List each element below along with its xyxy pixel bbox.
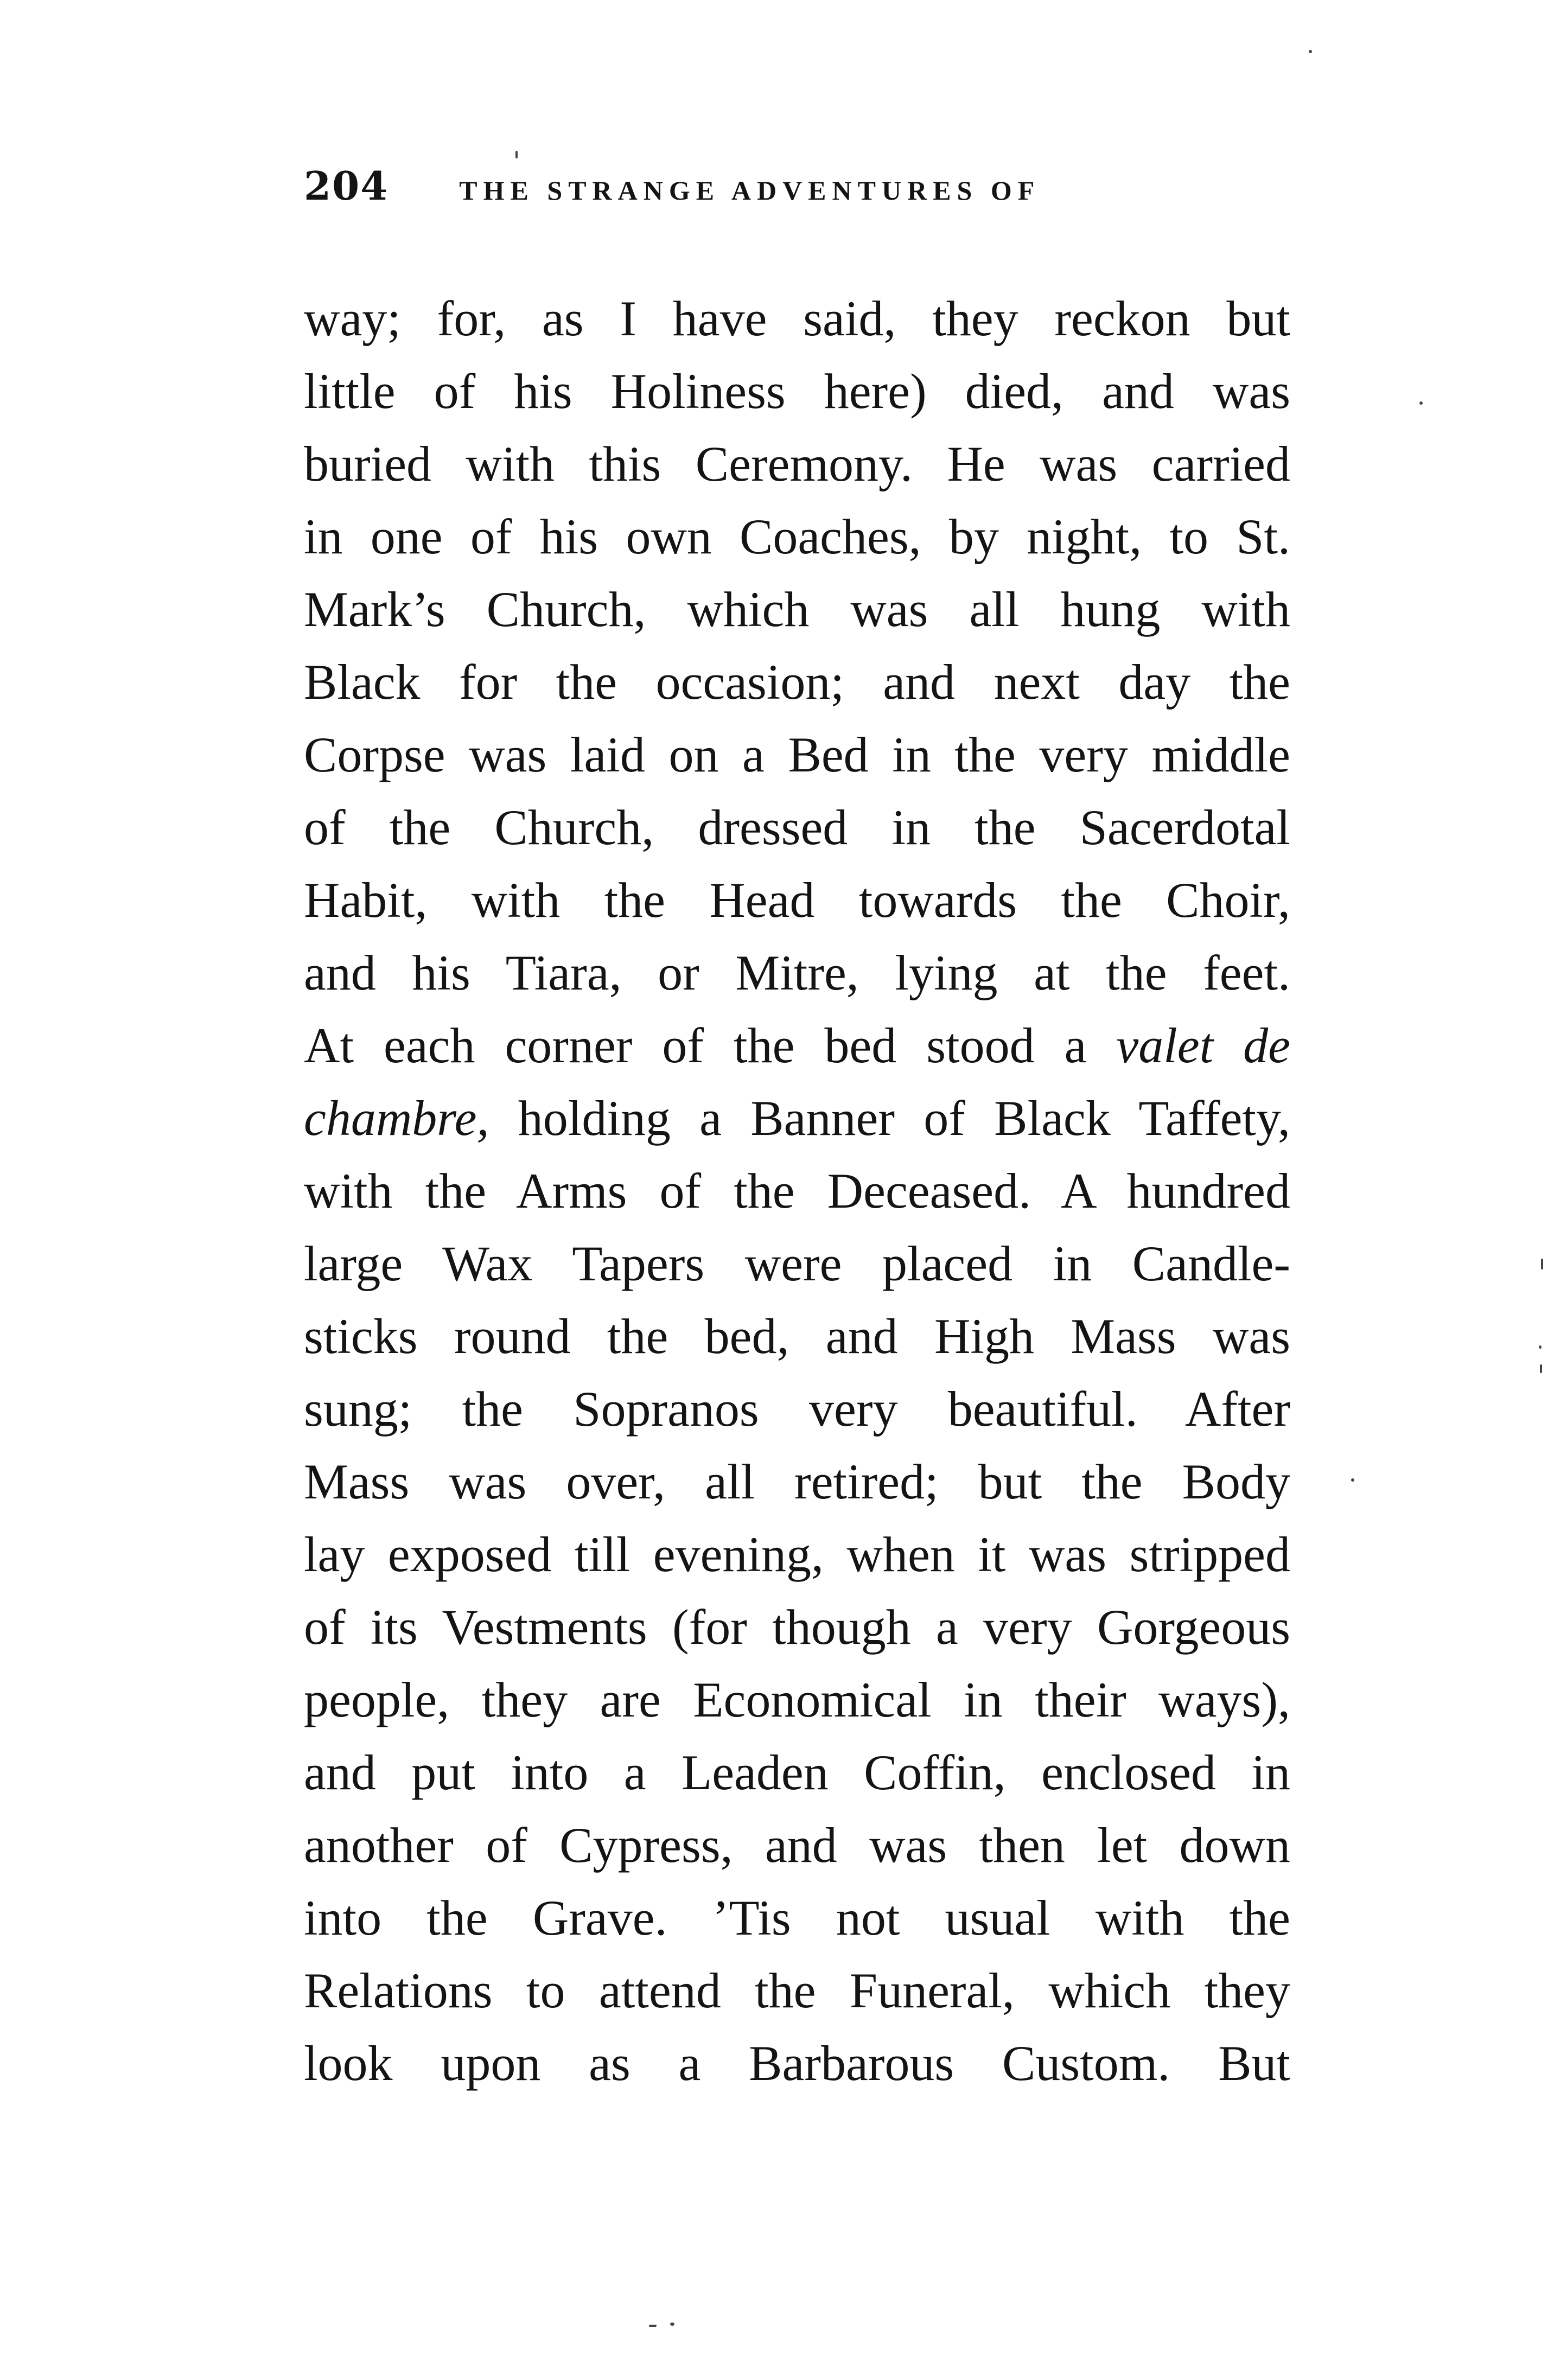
text-line: and his Tiara, or Mitre, lying at the feet. <box>304 945 1290 1000</box>
scan-speck <box>1419 401 1423 405</box>
scan-speck <box>1309 50 1312 53</box>
scan-speck <box>1541 1259 1543 1269</box>
text-line: and put into a Leaden Coffin, enclosed in <box>304 1745 1290 1800</box>
body-text <box>304 282 1290 2100</box>
italic-phrase: chambre, <box>304 1090 489 1146</box>
text-line: Mark’s Church, which was all hung with <box>304 582 1290 637</box>
text-line <box>304 1082 1290 1154</box>
text-line: way; for, as I have said, they reckon but <box>304 291 1290 346</box>
text-line-lead: At each corner of the bed stood a <box>304 1018 1087 1073</box>
text-line: people, they are Economical in their ways), <box>304 1672 1290 1727</box>
text-line: buried with this Ceremony. He was carried <box>304 436 1290 492</box>
text-line: Relations to attend the Funeral, which they <box>304 1963 1290 2018</box>
text-line: Habit, with the Head towards the Choir, <box>304 872 1290 928</box>
italic-phrase: valet de <box>1116 1018 1290 1073</box>
text-line: Mass was over, all retired; but the Body <box>304 1454 1290 1509</box>
text-line-rest: holding a Banner of Black Taffety, <box>489 1090 1290 1146</box>
scan-speck <box>1539 1345 1542 1349</box>
text-line: into the Grave. ’Tis not usual with the <box>304 1890 1290 1945</box>
text-line: of the Church, dressed in the Sacerdotal <box>304 800 1290 855</box>
scan-speck <box>515 151 518 158</box>
text-line: lay exposed till evening, when it was stripped <box>304 1527 1290 1582</box>
text-line: another of Cypress, and was then let down <box>304 1817 1290 1873</box>
page-number: 204 <box>304 163 389 209</box>
scan-speck <box>670 2322 674 2326</box>
scan-speck <box>1540 1364 1542 1373</box>
text-line: Black for the occasion; and next day the <box>304 654 1290 710</box>
text-line <box>304 1009 1290 1082</box>
text-line: Corpse was laid on a Bed in the very middle <box>304 727 1290 782</box>
text-line: sticks round the bed, and High Mass was <box>304 1309 1290 1364</box>
text-line: look upon as a Barbarous Custom. But <box>304 2036 1290 2091</box>
text-line: with the Arms of the Deceased. A hundred <box>304 1163 1290 1218</box>
scan-speck <box>1351 1478 1354 1482</box>
running-title: THE STRANGE ADVENTURES OF <box>459 175 1041 206</box>
scan-speck <box>649 2325 657 2327</box>
running-head <box>304 163 1291 222</box>
text-line: in one of his own Coaches, by night, to St. <box>304 509 1290 564</box>
text-line: of its Vestments (for though a very Gorgeous <box>304 1599 1290 1655</box>
text-line: little of his Holiness here) died, and was <box>304 363 1290 419</box>
text-line: large Wax Tapers were placed in Candle- <box>304 1236 1290 1291</box>
text-line: sung; the Sopranos very beautiful. After <box>304 1381 1290 1437</box>
